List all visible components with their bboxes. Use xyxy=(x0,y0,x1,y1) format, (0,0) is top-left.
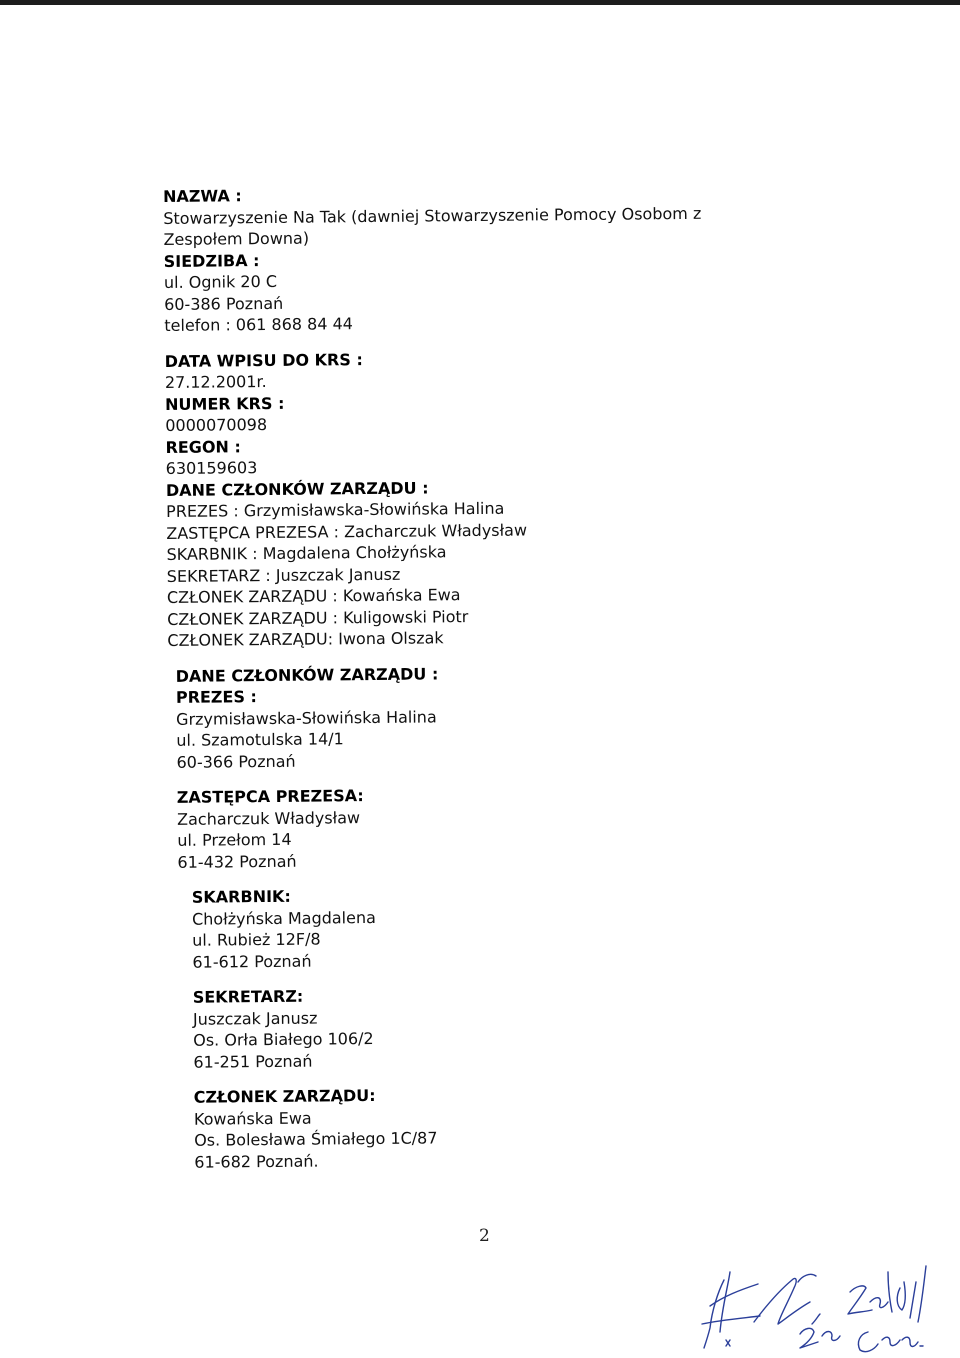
member-role: SKARBNIK: xyxy=(191,886,291,907)
handwritten-signatures xyxy=(700,1262,935,1358)
board-member-line: SKARBNIK : Magdalena Chołżyńska xyxy=(166,542,447,564)
section-regon xyxy=(165,430,805,479)
member-skarbnik xyxy=(192,881,811,973)
organization-name: Stowarzyszenie Na Tak (dawniej Stowarzyszenie Pomocy Osobom z Zespołem Downa) xyxy=(163,203,702,249)
member-name: Chołżyńska Magdalena xyxy=(191,907,376,929)
member-sekretarz xyxy=(193,981,812,1073)
heading-regon: REGON : xyxy=(165,436,241,457)
board-member-line: PREZES : Grzymisławska-Słowińska Halina xyxy=(166,498,505,521)
scan-top-edge xyxy=(0,0,960,5)
member-role: ZASTĘPCA PREZESA: xyxy=(176,786,364,807)
registration-date: 27.12.2001r. xyxy=(164,372,267,392)
board-member-line: CZŁONEK ZARZĄDU : Kowańska Ewa xyxy=(166,585,461,607)
section-zarzad-details xyxy=(176,659,813,1173)
section-zarzad-list xyxy=(166,473,808,651)
member-city: 61-251 Poznań xyxy=(193,1051,313,1072)
member-street: Os. Bolesława Śmiałego 1C/87 xyxy=(194,1128,438,1150)
member-street: ul. Szamotulska 14/1 xyxy=(176,729,344,750)
member-role: SEKRETARZ: xyxy=(192,986,304,1007)
krs-number: 0000070098 xyxy=(165,415,268,435)
page-number: 2 xyxy=(479,1226,490,1246)
member-czlonek-zarzadu xyxy=(194,1081,813,1173)
member-name: Zacharczuk Władysław xyxy=(176,807,361,829)
regon-number: 630159603 xyxy=(165,458,258,478)
member-role: CZŁONEK ZARZĄDU: xyxy=(193,1086,376,1107)
heading-nazwa: NAZWA : xyxy=(163,186,242,206)
address-city: 60-386 Poznań xyxy=(164,293,284,314)
phone-number: telefon : 061 868 84 44 xyxy=(164,314,354,335)
section-siedziba xyxy=(164,244,805,336)
member-name: Kowańska Ewa xyxy=(193,1108,312,1129)
member-role: PREZES : xyxy=(175,687,257,707)
heading-zarzad-details: DANE CZŁONKÓW ZARZĄDU : xyxy=(175,663,439,686)
heading-siedziba: SIEDZIBA : xyxy=(163,250,260,271)
member-street: ul. Rubież 12F/8 xyxy=(192,929,321,950)
section-data-wpisu xyxy=(165,344,805,393)
board-member-line: CZŁONEK ZARZĄDU : Kuligowski Piotr xyxy=(167,606,469,629)
member-city: 61-432 Poznań xyxy=(177,851,297,872)
member-city: 60-366 Poznań xyxy=(176,751,296,772)
document-body xyxy=(163,180,812,1173)
section-nazwa xyxy=(163,180,804,251)
member-prezes xyxy=(176,681,809,773)
member-street: Os. Orła Białego 106/2 xyxy=(193,1029,374,1050)
member-zastepca-prezesa xyxy=(177,781,810,873)
heading-data-wpisu: DATA WPISU DO KRS : xyxy=(164,349,363,371)
board-member-line: CZŁONEK ZARZĄDU: Iwona Olszak xyxy=(167,628,444,650)
address-street: ul. Ognik 20 C xyxy=(163,271,278,292)
member-street: ul. Przełom 14 xyxy=(177,829,292,850)
heading-zarzad-list: DANE CZŁONKÓW ZARZĄDU : xyxy=(165,477,429,500)
member-name: Juszczak Janusz xyxy=(192,1008,318,1029)
board-member-line: SEKRETARZ : Juszczak Janusz xyxy=(166,564,401,586)
board-member-line: ZASTĘPCA PREZESA : Zacharczuk Władysław xyxy=(166,520,528,543)
member-city: 61-612 Poznań xyxy=(192,951,312,972)
section-numer-krs xyxy=(165,387,805,436)
heading-numer-krs: NUMER KRS : xyxy=(165,393,285,414)
member-city: 61-682 Poznań. xyxy=(194,1151,319,1172)
member-name: Grzymisławska-Słowińska Halina xyxy=(176,706,437,729)
